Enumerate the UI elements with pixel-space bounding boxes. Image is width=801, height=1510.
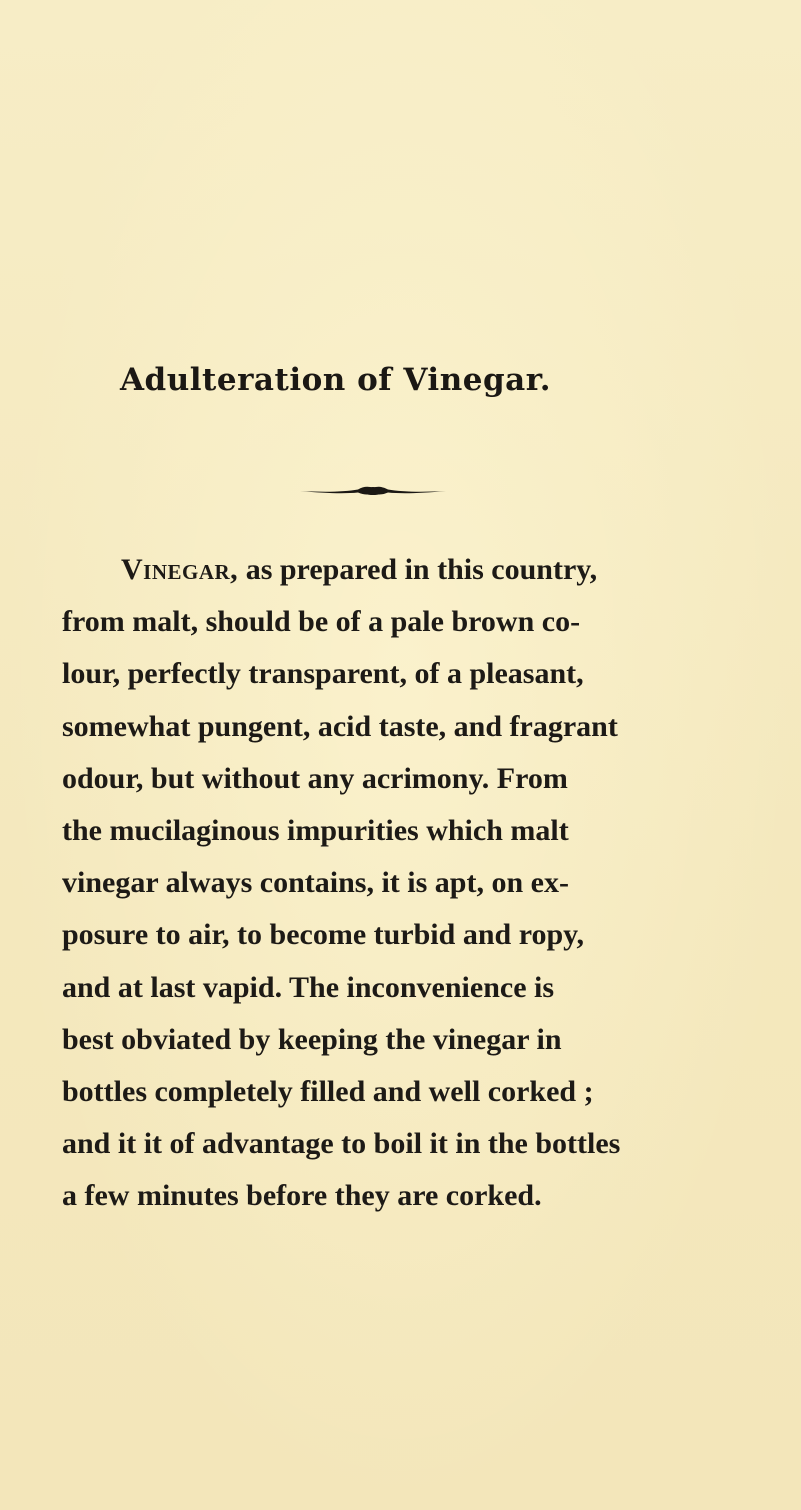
text-line: lour, perfectly transparent, of a pleasant, (62, 657, 584, 691)
text-line: the mucilaginous impurities which malt (62, 814, 569, 848)
page-title: Adulteration of Vinegar. (120, 362, 551, 398)
text-line: best obviated by keeping the vinegar in (62, 1022, 562, 1056)
text-line: bottles completely filled and well corked ; (62, 1075, 594, 1109)
text-line: somewhat pungent, acid taste, and fragrant (62, 709, 618, 743)
text-line: from malt, should be of a pale brown co- (62, 605, 581, 639)
text-line: vinegar always contains, it is apt, on ex- (62, 866, 569, 900)
text-line: and at last vapid. The inconvenience is (62, 970, 555, 1004)
text-line: posure to air, to become turbid and ropy, (62, 918, 584, 952)
ornamental-rule-icon (298, 483, 448, 499)
body-paragraph (62, 544, 762, 1223)
text-line: a few minutes before they are corked. (62, 1179, 542, 1213)
text-line-rest: as prepared in this country, (238, 553, 598, 586)
text-line (62, 544, 762, 596)
lead-word: Vinegar, (121, 553, 239, 586)
text-line: odour, but without any acrimony. From (62, 761, 568, 795)
text-line: and it it of advantage to boil it in the bottles (62, 1127, 621, 1161)
